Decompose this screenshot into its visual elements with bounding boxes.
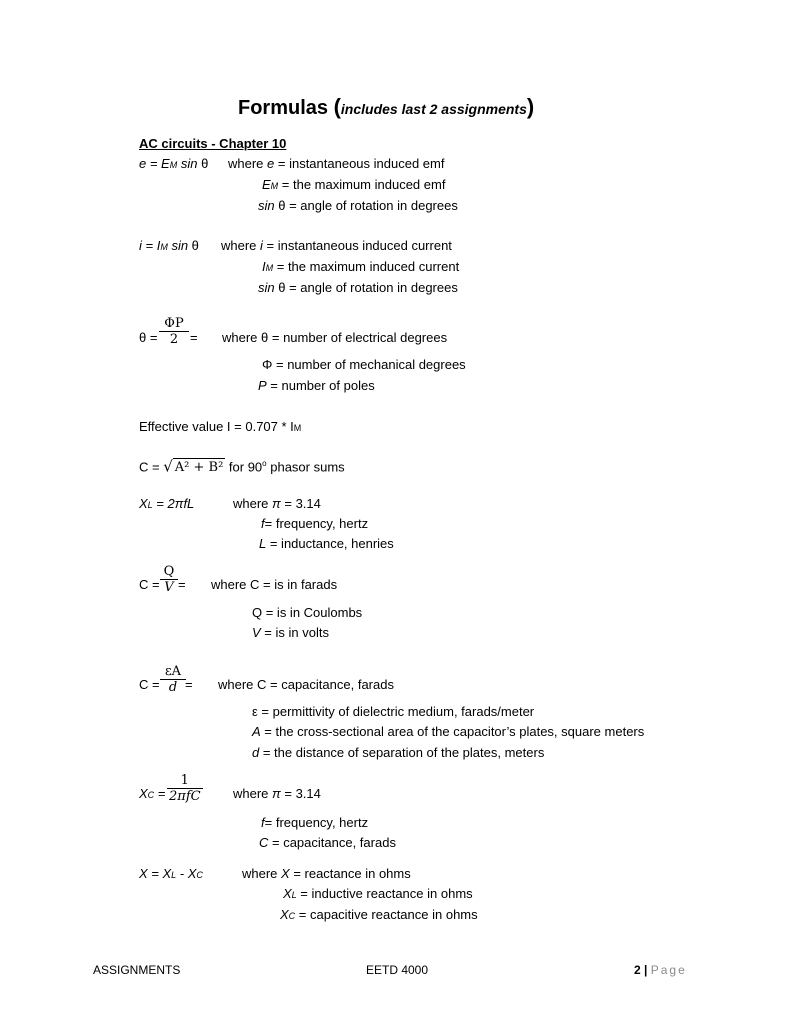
f3-den: 2 bbox=[159, 331, 189, 347]
f5-sup: o bbox=[262, 459, 267, 468]
f8-eq: = bbox=[185, 677, 193, 692]
f9-where bbox=[233, 786, 321, 802]
f6-d3-text: = inductance, henries bbox=[266, 536, 394, 551]
f2-sub: M bbox=[160, 242, 168, 252]
f6-where-var: π bbox=[272, 496, 281, 511]
f7-fraction bbox=[160, 564, 178, 595]
title-open-paren: ( bbox=[333, 94, 341, 119]
f7-d3-text: = is in volts bbox=[260, 625, 329, 640]
f5-rest: for 90 bbox=[225, 459, 263, 475]
f7-def2: Q = is in Coulombs bbox=[252, 605, 363, 620]
f10-d2-var: X bbox=[283, 886, 292, 901]
f6-d3-var: L bbox=[259, 536, 267, 551]
f7-where: where C = is in farads bbox=[211, 577, 338, 592]
page-word: Page bbox=[650, 963, 687, 977]
f9-where-var: π bbox=[272, 786, 281, 801]
f3-eq: = bbox=[190, 330, 198, 345]
f9-d3-text: = capacitance, farads bbox=[268, 835, 396, 850]
f9-d2-var: f bbox=[261, 815, 265, 830]
f1-where bbox=[228, 156, 444, 172]
f2-d2-sub: M bbox=[265, 263, 274, 273]
f2-i: i bbox=[139, 238, 142, 253]
f2-where bbox=[221, 238, 452, 254]
f1-d2-text: = the maximum induced emf bbox=[278, 177, 446, 192]
f6-where-text: = 3.14 bbox=[280, 496, 321, 511]
title-main: Formulas bbox=[238, 97, 329, 119]
f10-sub2: C bbox=[196, 870, 203, 880]
f2-where-prefix: where bbox=[221, 238, 261, 253]
f8-fraction bbox=[160, 664, 186, 695]
formula-reactance bbox=[139, 866, 203, 883]
f6-x: X bbox=[139, 496, 148, 511]
f2-where-var: i bbox=[260, 238, 263, 253]
f4-sub: M bbox=[293, 423, 302, 433]
f8-den: d bbox=[160, 679, 186, 695]
f10-d3-var: X bbox=[280, 907, 289, 922]
f10-def2 bbox=[283, 886, 473, 903]
f2-where-text: = instantaneous induced current bbox=[262, 238, 452, 253]
f1-d2-sub: M bbox=[270, 181, 279, 191]
f3-lhs: θ = bbox=[139, 330, 158, 345]
footer-page bbox=[634, 962, 687, 978]
formula-effective-value bbox=[139, 419, 301, 436]
f2-d3-text: θ = angle of rotation in degrees bbox=[274, 280, 458, 295]
f8-d3-text: = the cross-sectional area of the capacitor’s plates, square meters bbox=[260, 724, 645, 739]
f8-d3-var: A bbox=[252, 724, 261, 739]
f2-im: = I bbox=[141, 238, 161, 253]
f10-sub1: L bbox=[171, 870, 177, 880]
f1-sin: sin bbox=[177, 156, 202, 171]
f3-d3-var: P bbox=[258, 378, 267, 393]
f3-where: where θ = number of electrical degrees bbox=[222, 330, 448, 345]
f9-def2 bbox=[261, 815, 368, 831]
f3-fraction bbox=[159, 316, 189, 347]
f6-def3 bbox=[259, 536, 394, 552]
f2-theta: θ bbox=[191, 238, 199, 253]
f7-lhs: C = bbox=[139, 577, 160, 592]
footer-center: EETD 4000 bbox=[366, 963, 429, 977]
f2-def2 bbox=[262, 259, 459, 276]
f2-def3 bbox=[258, 280, 458, 296]
f10-d2-sub: L bbox=[291, 890, 297, 900]
f2-d2-text: = the maximum induced current bbox=[273, 259, 460, 274]
f5-radicand: A² + B² bbox=[174, 460, 224, 476]
f2-d3-var: sin bbox=[258, 280, 275, 295]
f8-d4-text: = the distance of separation of the plates, meters bbox=[259, 745, 545, 760]
f8-def4 bbox=[252, 745, 544, 761]
f6-d2-var: f bbox=[261, 516, 265, 531]
f3-d3-text: = number of poles bbox=[266, 378, 375, 393]
formula-inductive-reactance bbox=[139, 496, 194, 513]
f1-where-text: = instantaneous induced emf bbox=[274, 156, 445, 171]
title-sub: includes last 2 assignments bbox=[340, 101, 527, 117]
f8-lhs: C = bbox=[139, 677, 160, 692]
f6-where bbox=[233, 496, 321, 512]
f6-rest: = 2πfL bbox=[152, 496, 195, 511]
page-title bbox=[238, 95, 534, 121]
f9-den: 2πfC bbox=[169, 789, 201, 804]
formula-emf bbox=[139, 156, 208, 173]
title-close-paren: ) bbox=[526, 94, 535, 119]
section-heading: AC circuits - Chapter 10 bbox=[139, 136, 287, 151]
f8-num: εA bbox=[164, 664, 182, 679]
page-number: 2 bbox=[634, 963, 641, 977]
f10-d2-text: = inductive reactance in ohms bbox=[296, 886, 473, 901]
f1-def2 bbox=[262, 177, 445, 194]
f6-where-prefix: where bbox=[233, 496, 273, 511]
f1-theta: θ bbox=[201, 156, 209, 171]
f1-d2-var: E bbox=[262, 177, 271, 192]
f10-lhs: X = X bbox=[139, 866, 172, 881]
f7-d3-var: V bbox=[252, 625, 261, 640]
f10-where bbox=[242, 866, 411, 882]
f7-den: V bbox=[160, 579, 178, 595]
f10-d3-sub: C bbox=[288, 911, 296, 921]
f1-e: e bbox=[139, 156, 147, 171]
f9-num: 1 bbox=[180, 773, 189, 788]
f9-lhs bbox=[139, 786, 165, 803]
f7-num: Q bbox=[163, 564, 175, 579]
f1-d3-var: sin bbox=[258, 198, 275, 213]
f8-def3 bbox=[252, 724, 644, 740]
f10-where-text: = reactance in ohms bbox=[289, 866, 411, 881]
formula-phasor-sum bbox=[139, 455, 345, 477]
f6-d2-text: = frequency, hertz bbox=[264, 516, 369, 531]
f5-rest2: phasor sums bbox=[266, 459, 345, 475]
f9-where-prefix: where bbox=[233, 786, 273, 801]
f4-text: Effective value I = 0.707 * I bbox=[139, 419, 294, 434]
f3-num: ΦP bbox=[164, 316, 184, 331]
f1-where-prefix: where bbox=[228, 156, 268, 171]
sqrt-icon: √ bbox=[163, 457, 173, 476]
f1-sub: M bbox=[169, 160, 178, 170]
f2-sin: sin bbox=[167, 238, 192, 253]
f1-em: = E bbox=[146, 156, 170, 171]
f9-where-text: = 3.14 bbox=[280, 786, 321, 801]
f10-mid: - X bbox=[176, 866, 197, 881]
f10-where-var: X bbox=[281, 866, 290, 881]
f9-sub: C bbox=[147, 790, 155, 800]
f6-sub: L bbox=[147, 500, 153, 510]
formula-current bbox=[139, 238, 199, 255]
f1-def3 bbox=[258, 198, 458, 214]
f9-x: X bbox=[139, 786, 148, 801]
f5-lhs: C = bbox=[139, 459, 160, 475]
f7-def3 bbox=[252, 625, 329, 641]
f6-def2 bbox=[261, 516, 368, 532]
f10-def3 bbox=[280, 907, 478, 924]
f9-d2-text: = frequency, hertz bbox=[264, 815, 369, 830]
f10-d3-text: = capacitive reactance in ohms bbox=[295, 907, 478, 922]
f9-def3 bbox=[259, 835, 396, 851]
f8-where: where C = capacitance, farads bbox=[218, 677, 394, 692]
f8-def2: ε = permittivity of dielectric medium, farads/meter bbox=[252, 704, 535, 719]
f10-where-prefix: where bbox=[242, 866, 282, 881]
f7-eq: = bbox=[178, 577, 186, 592]
f8-d4-var: d bbox=[252, 745, 260, 760]
f9-fraction bbox=[167, 773, 203, 804]
page-sep: | bbox=[640, 963, 651, 977]
f1-where-var: e bbox=[267, 156, 275, 171]
f9-d3-var: C bbox=[259, 835, 269, 850]
f9-eq: = bbox=[154, 786, 166, 801]
f2-d2-var: I bbox=[262, 259, 266, 274]
f3-def2: Φ = number of mechanical degrees bbox=[262, 357, 466, 372]
footer-left: ASSIGNMENTS bbox=[93, 963, 181, 977]
f1-d3-text: θ = angle of rotation in degrees bbox=[274, 198, 458, 213]
f3-def3 bbox=[258, 378, 375, 394]
